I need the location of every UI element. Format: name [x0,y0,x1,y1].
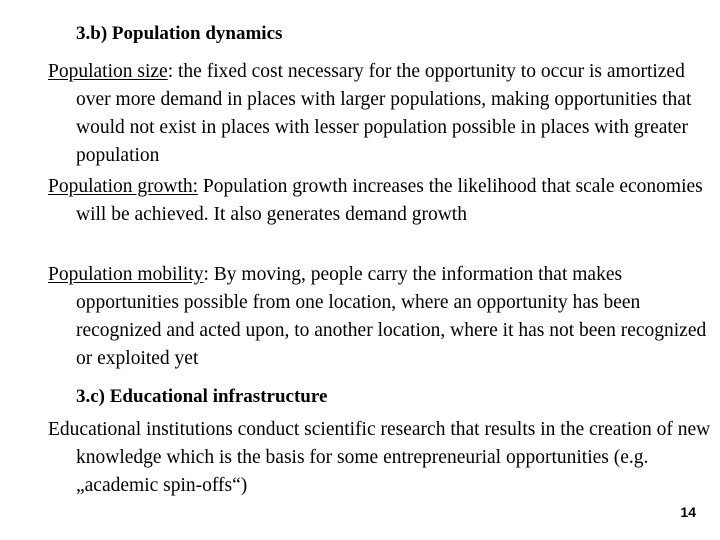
section-b-heading: 3.b) Population dynamics [76,23,283,44]
page-number: 14 [680,504,696,520]
population-mobility-term: Population mobility [48,264,204,285]
population-growth-term: Population growth: [48,176,199,197]
population-growth-paragraph [48,173,716,229]
population-growth-text: Population growth increases the likelihood that scale economies will be achieved. It also generates demand growth [76,176,703,225]
population-size-paragraph [48,58,716,170]
population-size-term: Population size [48,61,168,82]
population-mobility-separator: : [203,264,209,285]
population-mobility-paragraph [48,261,716,373]
section-c-heading: 3.c) Educational infrastructure [76,386,328,407]
population-mobility-text: By moving, people carry the information that makes opportunities possible from one location, where an opportunity has been recognized and acted upon, to another location, where it has not been recognized or exploited yet [76,264,707,369]
population-size-separator: : [167,61,174,82]
educational-infrastructure-paragraph: Educational institutions conduct scientific research that results in the creation of new knowledge which is the basis for some entrepreneurial opportunities (e.g. „academic spin-offs“) [48,419,711,496]
population-size-text: the fixed cost necessary for the opportunity to occur is amortized over more demand in places with larger populations, making opportunities that would not exist in places with lesser population possible in places with greater population [76,61,692,166]
